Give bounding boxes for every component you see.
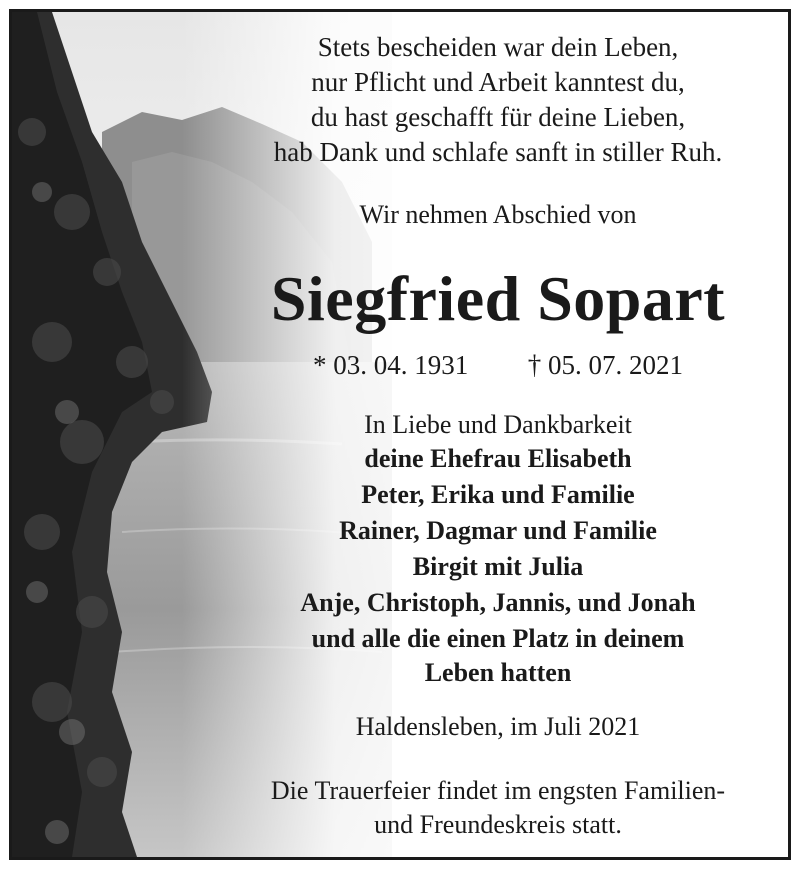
mourner-line: Rainer, Dagmar und Familie (339, 516, 657, 545)
death-date: † 05. 07. 2021 (527, 350, 683, 380)
mourner-line: Birgit mit Julia (412, 552, 584, 581)
poem-line: nur Pflicht und Arbeit kanntest du, (311, 67, 685, 97)
life-dates (224, 350, 772, 381)
mourner-line: und alle die einen Platz in deinem (311, 624, 685, 653)
poem-line: du hast geschafft für deine Lieben, (310, 102, 686, 132)
farewell-intro: Wir nehmen Abschied von (359, 200, 637, 229)
mourner-line: deine Ehefrau Elisabeth (364, 444, 632, 473)
poem-line: hab Dank und schlafe sanft in stiller Ruh. (273, 137, 723, 167)
obituary-text (224, 12, 772, 857)
birth-date: * 03. 04. 1931 (313, 350, 469, 380)
mourners-intro: In Liebe und Dankbarkeit (364, 410, 632, 439)
poem-line: Stets bescheiden war dein Leben, (317, 32, 679, 62)
mourner-line: Leben hatten (424, 658, 572, 687)
obituary-frame (9, 9, 791, 860)
place-date: Haldensleben, im Juli 2021 (355, 712, 641, 741)
mourner-line: Peter, Erika und Familie (361, 480, 635, 509)
deceased-name: Siegfried Sopart (270, 263, 726, 334)
mourner-line: Anje, Christoph, Jannis, und Jonah (300, 588, 696, 617)
funeral-note: Die Trauerfeier findet im engsten Familien- (270, 776, 726, 805)
funeral-note: und Freundeskreis statt. (374, 810, 622, 839)
